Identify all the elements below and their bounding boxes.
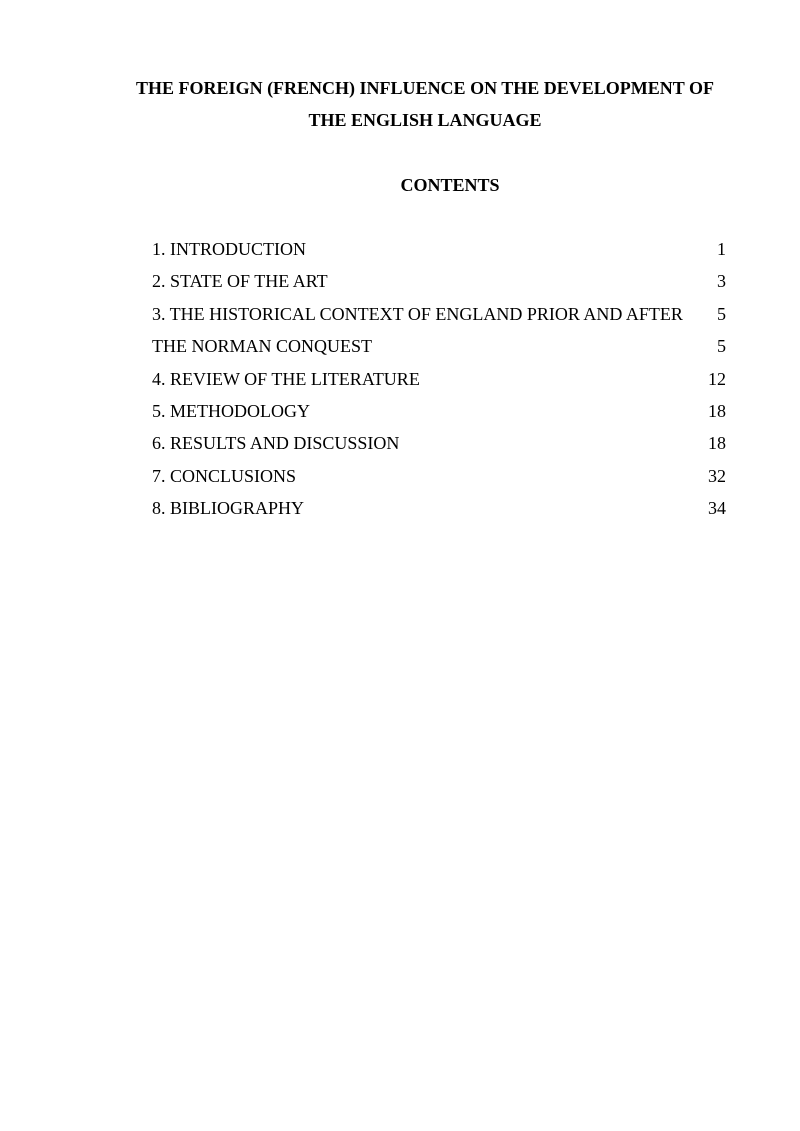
toc-entry	[152, 366, 726, 398]
toc-entry	[152, 463, 726, 495]
toc-entry	[152, 333, 726, 365]
toc-entry-page: 32	[708, 465, 726, 486]
toc-entry-page: 12	[708, 368, 726, 389]
toc-entry-page: 1	[717, 239, 726, 259]
toc-entry-page: 3	[717, 271, 726, 292]
toc-entry	[152, 268, 726, 300]
document-title	[110, 72, 740, 136]
toc-entry	[152, 398, 726, 430]
document-title-line-1: THE FOREIGN (FRENCH) INFLUENCE ON THE DEVELOPMENT OF	[136, 78, 714, 98]
toc-entry-page: 34	[708, 498, 726, 519]
toc-entry	[152, 301, 726, 333]
contents-heading: CONTENTS	[400, 175, 500, 195]
toc-entry	[152, 430, 726, 462]
toc-entry-page: 18	[708, 433, 726, 454]
toc-entry-label: 7. CONCLUSIONS	[152, 465, 297, 486]
toc-entry-label: 8. BIBLIOGRAPHY	[152, 498, 305, 519]
toc-entry-label: 4. REVIEW OF THE LITERATURE	[152, 368, 420, 389]
toc-entry-label: 1. INTRODUCTION	[152, 239, 306, 259]
toc-entry-page: 5	[717, 303, 726, 324]
toc-entry-label: 3. THE HISTORICAL CONTEXT OF ENGLAND PRIOR AND AFTER	[152, 303, 683, 324]
toc-entry-label: THE NORMAN CONQUEST	[152, 336, 372, 357]
toc-entry	[152, 495, 726, 527]
table-of-contents	[152, 236, 726, 528]
toc-entry-label: 5. METHODOLOGY	[152, 400, 310, 421]
toc-entry-label: 6. RESULTS AND DISCUSSION	[152, 433, 400, 454]
toc-entry	[152, 236, 726, 268]
toc-entry-page: 18	[708, 400, 726, 421]
document-title-line-2: THE ENGLISH LANGUAGE	[308, 110, 542, 130]
toc-entry-page: 5	[717, 336, 726, 357]
toc-entry-label: 2. STATE OF THE ART	[152, 271, 328, 292]
